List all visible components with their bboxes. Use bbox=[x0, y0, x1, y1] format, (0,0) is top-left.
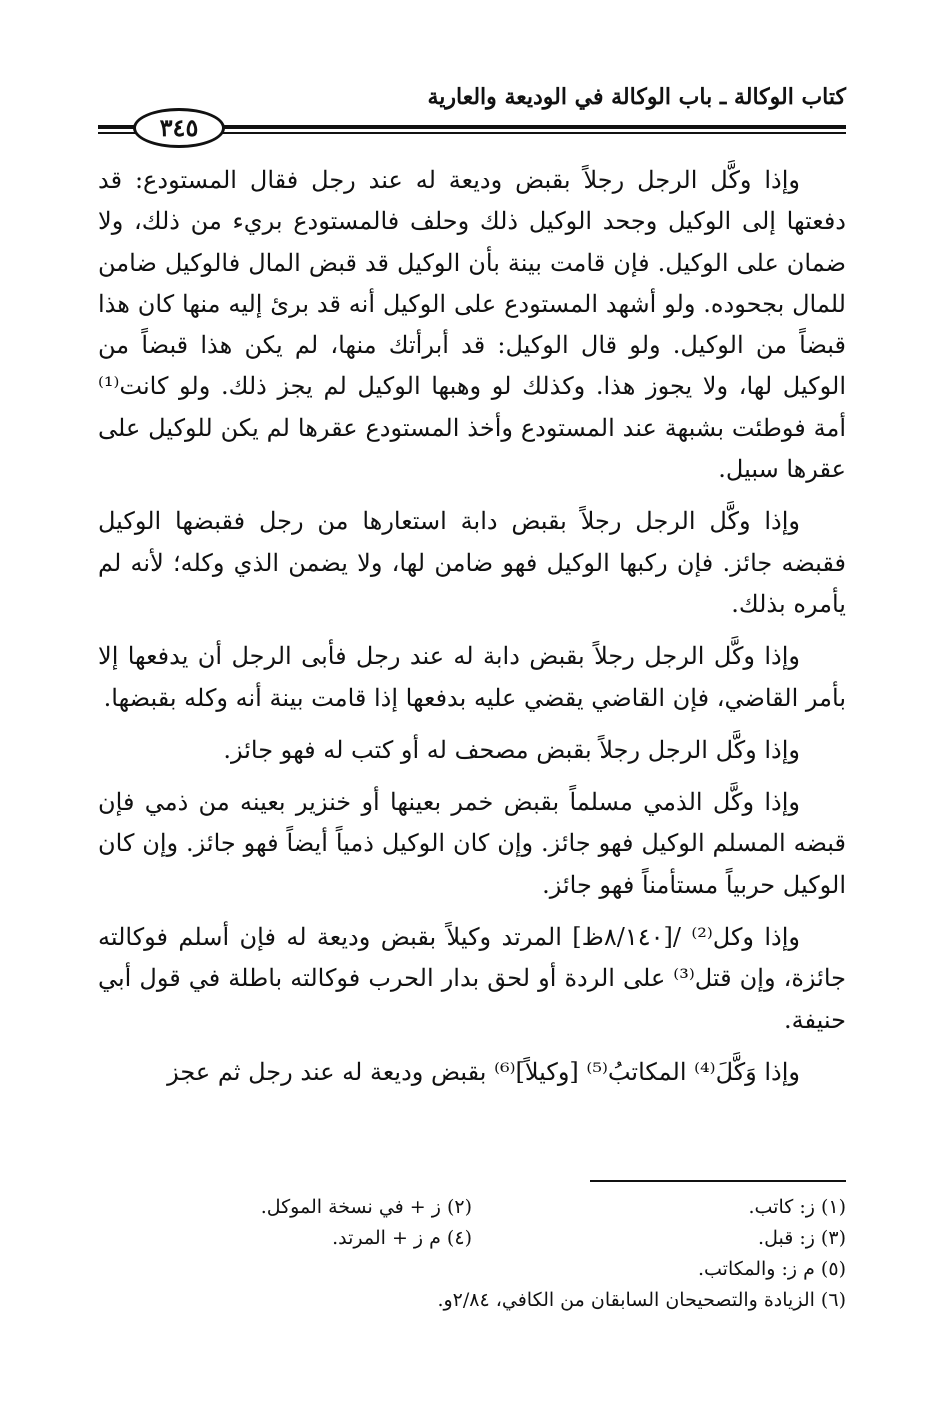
footnote-4: (٤) م ز + المرتد. bbox=[332, 1227, 472, 1249]
footnote-3: (٣) ز: قبل. bbox=[758, 1227, 846, 1249]
paragraph-2: وإذا وكَّل الرجل رجلاً بقبض دابة استعارها من رجل فقبضها الوكيل فقبضه جائز. فإن ركبها الوكيل فهو ضامن لها، ولا يضمن الذي وكله؛ لأنه لم يأمره بذلك. bbox=[98, 507, 846, 618]
footnote-2: (٢) ز + في نسخة الموكل. bbox=[260, 1196, 472, 1218]
footnote-row bbox=[98, 1223, 846, 1254]
paragraph-6: وإذا وكل⁽²⁾ /[٨/١٤٠ظ] المرتد وكيلاً بقبض وديعة له فإن أسلم فوكالته جائزة، وإن قتل⁽³⁾ على الردة أو لحق بدار الحرب فوكالته باطلة في قول أبي حنيفة. bbox=[98, 923, 846, 1034]
footnote-row bbox=[98, 1192, 846, 1223]
footnotes bbox=[98, 1192, 846, 1316]
paragraph-1: وإذا وكَّل الرجل رجلاً بقبض وديعة له عند رجل فقال المستودع: قد دفعتها إلى الوكيل وجحد الوكيل ذلك وحلف فالمستودع بريء من ذلك، ولا ضمان على الوكيل. فإن قامت بينة بأن الوكيل قد قبض المال فالوكيل ضامن للمال بجحوده. ولو أشهد المستودع على الوكيل أنه قد برئ إليه منها كان هذا قبضاً من الوكيل. ولو قال الوكيل: قد أبرأتك منها، لم يكن هذا قبضاً من الوكيل لها، ولا يجوز هذا. وكذلك لو وهبها الوكيل لم يجز ذلك. ولو كانت⁽¹⁾ أمة فوطئت بشبهة عند المستودع وأخذ المستودع عقرها لم يكن للوكيل على عقرها سبيل. bbox=[98, 166, 846, 484]
paragraph-7: وإذا وَكَّلَ⁽⁴⁾ المكاتبُ⁽⁵⁾ [وكيلاً]⁽⁶⁾ بقبض وديعة له عند رجل ثم عجز bbox=[167, 1057, 800, 1086]
page-number: ٣٤٥ bbox=[133, 108, 225, 148]
paragraph-4: وإذا وكَّل الرجل رجلاً بقبض مصحف له أو كتب له فهو جائز. bbox=[223, 735, 800, 764]
body-text bbox=[98, 160, 846, 1104]
paragraph-3: وإذا وكَّل الرجل رجلاً بقبض دابة له عند رجل فأبى الرجل أن يدفعها إلا بأمر القاضي، فإن القاضي يقضي عليه بدفعها إذا قامت بينة أنه وكله بقبضها. bbox=[98, 642, 846, 712]
footnote-1: (١) ز: كاتب. bbox=[748, 1196, 846, 1218]
footnote-5: (٥) م ز: والمكاتب. bbox=[697, 1258, 846, 1280]
running-title: كتاب الوكالة ـ باب الوكالة في الوديعة والعارية bbox=[427, 84, 846, 110]
footnote-6: (٦) الزيادة والتصحيحان السابقان من الكافي، ٢/٨٤و. bbox=[437, 1289, 846, 1311]
footnote-separator bbox=[590, 1180, 846, 1182]
paragraph-5: وإذا وكَّل الذمي مسلماً بقبض خمر بعينها أو خنزير بعينه من ذمي فإن قبضه المسلم الوكيل فهو جائز. وإن كان الوكيل ذمياً أيضاً فهو جائز. وإن كان الوكيل حربياً مستأمناً فهو جائز. bbox=[98, 788, 846, 899]
